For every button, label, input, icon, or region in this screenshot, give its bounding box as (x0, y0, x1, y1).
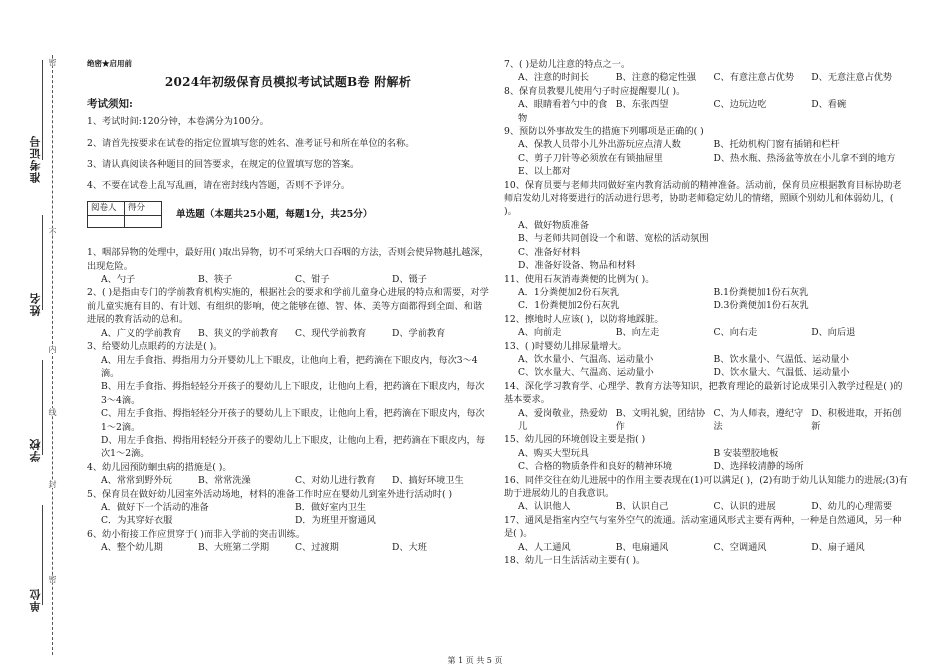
answer-option[interactable]: B、大班第二学期 (198, 542, 270, 554)
question-text: 18、幼儿一日生活活动主要有( )。 (504, 555, 646, 567)
answer-option[interactable]: C、剪子刀针等必须放在有锁抽屉里 (518, 152, 663, 164)
question-text: 14、深化学习教育学、心理学、教育方法等知识，把教育理论的最新讨论成果引入教学过程是( )的基本要求。 (504, 380, 903, 406)
answer-option[interactable]: A、用左手食指、拇指用力分开婴幼儿上下眼皮，让他向上看，把药滴在下眼皮内，每次3～4滴。 (101, 354, 478, 379)
answer-option[interactable]: D、选择较清静的场所 (713, 461, 804, 473)
right-column (504, 58, 909, 567)
grader-cell: 阅卷人 (88, 201, 125, 215)
seal-mark-xian: 线 (48, 408, 57, 416)
question-item (504, 58, 909, 85)
question-item (87, 488, 489, 528)
answer-option[interactable]: C、准备好材料 (518, 246, 581, 258)
option-row (87, 514, 489, 527)
question-text: 5、保育员在做好幼儿园室外活动场地，材料的准备工作时应在婴幼儿到室外进行活动时( ) (87, 488, 453, 500)
answer-option[interactable]: B、注意的稳定性强 (615, 72, 697, 84)
seal-mark-mi-bottom: 密 (48, 575, 57, 583)
answer-option[interactable]: D.3份粪便加1份石灰乳 (713, 300, 809, 312)
seal-mark-feng: 封 (48, 480, 57, 488)
option-row (504, 286, 909, 299)
question-item (504, 85, 909, 125)
answer-option[interactable]: B、与老师共同创设一个和谐、宽松的活动氛围 (518, 233, 709, 245)
answer-option[interactable]: D、无意注意占优势 (811, 72, 893, 84)
page-footer: 第 1 页 共 5 页 (447, 656, 503, 665)
question-item (87, 340, 489, 461)
answer-option[interactable]: C、有意注意占优势 (713, 72, 795, 84)
seal-dashed-line (52, 55, 53, 655)
answer-option[interactable]: C、合格的物质条件和良好的精神环境 (518, 461, 673, 473)
question-item (504, 554, 909, 567)
answer-option[interactable]: A、眼睛看着勺中的食物 (518, 99, 608, 124)
option-row (504, 71, 909, 84)
option-row (504, 165, 909, 178)
option-row (87, 541, 489, 554)
answer-option[interactable]: B、电扇通风 (615, 541, 669, 553)
question-text: 8、保育员教婴儿使用勺子时应提醒婴儿( )。 (504, 85, 686, 97)
answer-option[interactable]: A、购买大型玩具 (518, 447, 589, 459)
answer-option[interactable]: D、饮水量大、气温低、运动量小 (713, 367, 850, 379)
answer-option[interactable]: A、保教人员带小儿外出游玩应点清人数 (518, 139, 681, 151)
score-row (87, 201, 489, 228)
answer-option[interactable]: A、常常到野外玩 (101, 475, 172, 487)
option-row (504, 152, 909, 165)
answer-option[interactable]: D、镊子 (392, 274, 427, 286)
unit-label: 单位 (29, 588, 42, 612)
answer-option[interactable]: C、用左手食指、拇指轻轻分开孩子的婴幼儿上下眼皮，让他向上看，把药滴在下眼皮内，每次1～2滴。 (101, 408, 485, 433)
school-label: 学校 (29, 438, 42, 462)
answer-option[interactable]: D、向后退 (811, 327, 856, 339)
section-title: 单选题（本题共25小题，每题1分，共25分） (176, 208, 373, 220)
answer-option[interactable]: D、学前教育 (392, 327, 446, 339)
answer-option[interactable]: D、看碗 (811, 99, 847, 111)
answer-option[interactable]: B、文明礼貌，团结协作 (615, 407, 706, 432)
answer-option[interactable]: B、认识自己 (615, 501, 669, 513)
answer-option[interactable]: A、向前走 (518, 327, 562, 339)
answer-option[interactable]: B、向左走 (615, 327, 660, 339)
right-question-list (504, 58, 909, 567)
answer-option[interactable]: B、常常洗澡 (198, 475, 251, 487)
left-column (87, 57, 489, 555)
notice-item: 3、请认真阅读各种题目的回答要求，在规定的位置填写您的答案。 (87, 159, 360, 171)
question-item (504, 273, 909, 313)
notice-item: 2、请首先按要求在试卷的指定位置填写您的姓名、准考证号和所在单位的名称。 (87, 137, 415, 149)
answer-option[interactable]: C、饮水量大、气温高、运动量小 (518, 367, 654, 379)
seal-mark-nei: 内 (48, 345, 57, 353)
answer-option[interactable]: A、做好物质准备 (518, 219, 589, 231)
answer-option[interactable]: B 安装塑胶地板 (713, 447, 779, 459)
option-row (87, 474, 489, 487)
answer-option[interactable]: B、东张西望 (615, 99, 669, 111)
answer-option[interactable]: A、饮水量小、气温高、运动量小 (518, 353, 654, 365)
option-row (504, 326, 909, 339)
question-text: 15、幼儿园的环境创设主要是指( ) (504, 434, 646, 446)
question-item (87, 528, 489, 555)
notice-item: 4、不要在试卷上乱写乱画，请在密封线内答题，否则不予评分。 (87, 180, 351, 192)
answer-option[interactable]: C、为人师表，遵纪守法 (713, 407, 804, 432)
question-item (87, 246, 489, 286)
answer-option[interactable]: B、饮水量小、气温低、运动量小 (713, 353, 849, 365)
question-item (504, 179, 909, 273)
question-item (87, 286, 489, 340)
answer-option[interactable]: A、整个幼儿期 (101, 542, 163, 554)
answer-option[interactable]: A、认识他人 (518, 501, 571, 513)
answer-option[interactable]: B.1份粪便加1份石灰乳 (713, 286, 809, 298)
option-row (87, 273, 489, 286)
answer-option[interactable]: D、积极进取，开拓创新 (811, 407, 902, 432)
question-item (504, 514, 909, 554)
answer-option[interactable]: B、狭义的学前教育 (198, 327, 279, 339)
question-item (504, 474, 909, 514)
answer-option[interactable]: C、对幼儿进行教育 (295, 475, 376, 487)
option-row (504, 541, 909, 554)
exam-title: 2024年初级保育员模拟考试试题B卷 附解析 (164, 75, 412, 90)
option-row (87, 501, 489, 514)
score-input-cell[interactable] (125, 216, 162, 228)
question-item (504, 433, 909, 473)
seal-mark-mi-top: 密 (48, 58, 57, 66)
answer-option[interactable]: D、用左手食指、拇指用轻轻分开孩子的婴幼儿上下眼皮，让他向上看，把药滴在下眼皮内，每次1～2滴。 (101, 434, 486, 460)
question-text: 2、( )是指由专门的学前教育机构实施的，根据社会的要求和学前儿童身心进展的特点和需要，对学前儿童实施有目的、有计划、有组织的影响，使之能够在德、智、体、美等方面都得到全面、和谐进展的教育活动的总和。 (87, 287, 489, 326)
question-item (504, 125, 909, 179)
answer-option[interactable]: C．1份粪便加2份石灰乳 (518, 300, 620, 312)
answer-option[interactable]: C、边玩边吃 (713, 99, 767, 111)
answer-option[interactable]: D、幼儿的心理需要 (811, 501, 893, 513)
question-text: 12、擦地时人应该( )，以防将地踩脏。 (504, 313, 664, 325)
answer-option[interactable]: A、广义的学前教育 (101, 327, 182, 339)
grader-input-cell[interactable] (88, 216, 125, 228)
seal-mark-bu: 不 (48, 228, 57, 236)
question-text: 11、使用石灰消毒粪便的比例为( )。 (504, 273, 655, 285)
answer-option[interactable]: A、人工通风 (518, 541, 571, 553)
answer-option[interactable]: D、大班 (392, 542, 427, 554)
admission-number-line[interactable] (42, 60, 43, 160)
answer-option[interactable]: C、认识的进展 (713, 501, 776, 513)
question-text: 10、保育员要与老师共同做好室内教育活动前的精神准备。活动前，保育员应根据教育目标协助老师启发幼儿对将要进行的活动进行思考，协助老师稳定幼儿的情绪，照顾个别幼儿和体弱幼儿，( )。 (504, 179, 902, 218)
left-question-list (87, 246, 489, 554)
answer-option[interactable]: A、勺子 (101, 274, 136, 286)
answer-option[interactable]: C、钳子 (295, 274, 330, 286)
option-row (504, 500, 909, 513)
notice-heading: 考试须知: (87, 97, 133, 110)
question-item (504, 340, 909, 380)
answer-option[interactable]: D．为班里开窗通风 (295, 515, 376, 527)
answer-option[interactable]: A、注意的时间长 (518, 72, 589, 84)
option-row (504, 138, 909, 151)
answer-option[interactable]: D、准备好设备、物品和材料 (518, 260, 636, 272)
option-row (504, 447, 909, 460)
question-text: 4、幼儿园预防蛔虫病的措施是( )。 (87, 461, 232, 473)
answer-option[interactable]: D、扇子通风 (811, 541, 865, 553)
answer-option[interactable]: C、向右走 (713, 327, 758, 339)
question-item (504, 313, 909, 340)
answer-option[interactable]: B．做好室内卫生 (295, 501, 367, 513)
question-text: 17、通风是指室内空气与室外空气的流通。活动室通风形式主要有两种，一种是自然通风，另一种是( )。 (504, 514, 902, 540)
notice-item: 1、考试时间:120分钟，本卷满分为100分。 (87, 116, 269, 128)
answer-option[interactable]: C、现代学前教育 (295, 327, 367, 339)
option-row (504, 299, 909, 312)
question-text: 1、咽部异物的处理中，最好用( )取出异物，切不可采纳大口吞咽的方法，否则会使异物越扎越深，出现危险。 (87, 247, 489, 272)
secret-mark: 绝密★启用前 (87, 59, 132, 68)
score-cell: 得分 (125, 201, 162, 215)
answer-option[interactable]: D、热水瓶、热汤盆等放在小儿拿不到的地方 (713, 152, 896, 164)
option-row (504, 353, 909, 366)
name-line[interactable] (42, 215, 43, 310)
question-text: 7、( )是幼儿注意的特点之一。 (504, 59, 631, 70)
answer-option[interactable]: C、空调通风 (713, 541, 767, 553)
answer-option[interactable]: A、爱岗敬业，热爱幼儿 (518, 407, 608, 432)
admission-number-label: 准考证号 (29, 135, 42, 183)
name-label: 姓名 (29, 292, 42, 316)
option-row (87, 327, 489, 340)
option-row (504, 460, 909, 473)
question-text: 6、幼小衔接工作应贯穿于( )而非入学前的突击训练。 (87, 528, 306, 540)
answer-option[interactable]: C、过渡期 (295, 542, 339, 554)
school-line[interactable] (42, 360, 43, 455)
question-text: 16、同伴交往在幼儿进展中的作用主要表现在(1)可以满足( )，(2)有助于幼儿认知能力的进展;(3)有助于进展幼儿的自我意识。 (504, 474, 908, 499)
question-text: 13、( )时婴幼儿排尿量增大。 (504, 340, 627, 352)
option-row (504, 407, 909, 434)
unit-line[interactable] (42, 505, 43, 605)
option-row (504, 98, 909, 125)
answer-option[interactable]: B、筷子 (198, 274, 233, 286)
answer-option[interactable]: A．做好下一个活动的准备 (101, 501, 209, 513)
answer-option[interactable]: B、托幼机构门窗有插销和栏杆 (713, 139, 840, 151)
question-item (504, 380, 909, 434)
question-text: 3、给婴幼儿点眼药的方法是( )。 (87, 341, 223, 353)
answer-option[interactable]: E、以上都对 (518, 166, 571, 178)
answer-option[interactable]: B、用左手食指、拇指轻轻分开孩子的婴幼儿上下眼皮，让他向上看，把药滴在下眼皮内，每次3～4滴。 (101, 381, 485, 406)
answer-option[interactable]: A．1分粪便加2份石灰乳 (518, 286, 620, 298)
option-row (504, 366, 909, 379)
answer-option[interactable]: D、搞好环境卫生 (392, 475, 464, 487)
question-text: 9、预防以外事故发生的措施下列哪项是正确的( ) (504, 126, 704, 138)
answer-option[interactable]: C．为其穿好衣服 (101, 515, 173, 527)
score-table (87, 201, 162, 228)
binding-strip (0, 0, 80, 671)
question-item (87, 461, 489, 488)
